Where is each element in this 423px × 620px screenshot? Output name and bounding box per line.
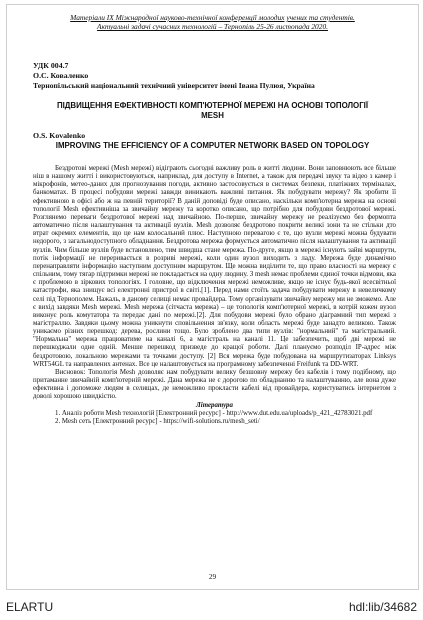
title-english: IMPROVING THE EFFICIENCY OF A COMPUTER NETWORK BASED ON TOPOLOGY bbox=[55, 141, 370, 150]
udc-code: УДК 004.7 bbox=[33, 61, 69, 70]
repository-name[interactable]: ELARTU bbox=[6, 600, 54, 614]
author-en: O.S. Kovalenko bbox=[33, 131, 86, 140]
author-ua: О.С. Коваленко bbox=[33, 71, 89, 80]
body-paragraph-1: Бездротові мережі (Mesh мережі) відіграють сьогодні важливу роль в житті людини. Вони заповнюють все більше ніш в нашому житті і використовуються, наприклад, для доступу в Internet, а також для передачі звуку та відео з камер і мікрофонів, метео-даних для прогнозування погоди, активно застосовується в системах безпеки, платіжних терміналах, банкоматах. В процесі побудови мережі завжди виникають важливі питання. Як побудувати мережу? Як зробити її ефективною в офісі або ж на певній території? В даній доповіді буде описано, наскільки комп'ютерна мережа на основі топології Mesh ефективніша за звичайну мережу та коротко описано, що потрібно для побудови бездротової мережі. Розглянемо переваги бездротової мережі над звичайною. По-перше, звичайну мережу не реалізуємо без фермопта автоматично після налаштування та активації вузлів. Mesh дозволяє бездротово покрити великі зони та не стільки дто втрат окремих елементів, що це нам колосальний плюс. Наступною перевагою є те, що вузли мережі можна будувати недорого, з загальнодоступного обладнання. Бездротова мережа формується автоматично після налаштування та активації вузлів. Чим більше вузлів буде встановлено, тим швидша стане мережа. По-друге, якщо в мережі існують зайві маршрути, потік інформації не переривається в розриві мережі, коли один вузол виходить з ладу. Мережа буде динамічно перенаправляти інформацію наступним доступним маршрутом. Ще можна виділити те, що право власності на мережу є спільним, тому тягар підтримки мережі не покладається на одну людину. З mesh немає проблеми єдиної точки відмови, яка є проблемою в зіркових топологіях. І головне, що відключення мережі неможливе, якщо не існує будь-якої всесвітньої катастрофи, яка знищує всі електронні пристрої в світі.[1]. Перед нами стоїть задача побудувати мережу в невеличкому селі під Тернополем. Нажаль, в даному селищі немає провайдера. Тому організувати звичайну мережу ми не зможемо. Але є вихід завдяки Mesh мережі. Mesh мережа (сітчаста мережа) – це топологія комп'ютерної мережі, в котрій кожен вузол виконує роль комутатора та передає дані по мережі.[2]. Для побудови мережі було обрано діаграмний тип мережі з магістраллю. Завдяки цьому можна уникнути сповільнення зв'язку, коли область мережі буде занадто великою. Також уникаємо різних перешкод: дерева, рослини тощо. Було зроблено два типи вузлів: "нормальний" та магістральний. "Нормальна" мережа працюватиме на каналі 6, а магістраль на каналі 11. Це забезпечить, щоб дві мережі не перешкоджали одне одній. Менше перешкод призведе до кращої роботи. Далі плануємо розподіл IP-адрес між бездротовою, локальною мережами та точками доступу. [2] Вся мережа буде побудована на маршрутизаторах Linksys WRT54GL та направлених антенах. Все це налаштовується на програмному забезпеченні Freifunk та DD-WRT. bbox=[33, 165, 396, 368]
header-line-1: Матеріали IX Міжнародної науково-технічної конференції молодих учених та студентів. bbox=[70, 13, 355, 22]
handle-id[interactable]: hdl:lib/34682 bbox=[348, 600, 417, 614]
literature-heading: Література bbox=[196, 401, 233, 409]
paper-page bbox=[6, 4, 419, 590]
body-paragraph-conclusion: Висновок: Топологія Mesh дозволяє нам побудувати велику безшовну мережу без кабелів і тому подібному, що притаманне звичайній комп'ютерній мережі. Дана мережа не є дорогою по обладнанню та налаштуванню, але вона дуже ефективна і допоможе людям в селищах, де неможливо прокласти кабелі від провайдера, користуватись інтернетом з доволі хорошою швидкістю. bbox=[33, 368, 396, 401]
page-number: 29 bbox=[208, 573, 217, 581]
header-line-2: Актуальні задачі сучасних технологій – Тернопіль 25-26 листопада 2020. bbox=[97, 22, 328, 32]
conference-header bbox=[7, 13, 418, 31]
title-ukrainian: ПІДВИЩЕННЯ ЕФЕКТИВНОСТІ КОМП'ЮТЕРНОЇ МЕРЕЖІ НА ОСНОВІ ТОПОЛОГІЇ MESH bbox=[56, 101, 369, 120]
affiliation: Тернопільський національний технічний університет імені Івана Пулюя, Україна bbox=[33, 81, 315, 90]
repository-footer bbox=[0, 596, 423, 620]
literature-item-1: 1. Аналіз роботи Mesh технологій [Електронний ресурс] - http://www.dut.edu.ua/uploads/p_421_42783021.pdf bbox=[55, 409, 373, 417]
article-body bbox=[33, 165, 396, 426]
literature-item-2: 2. Mesh сеть [Електронний ресурс] - https://wifi-solutions.ru/mesh_seti/ bbox=[55, 417, 260, 425]
